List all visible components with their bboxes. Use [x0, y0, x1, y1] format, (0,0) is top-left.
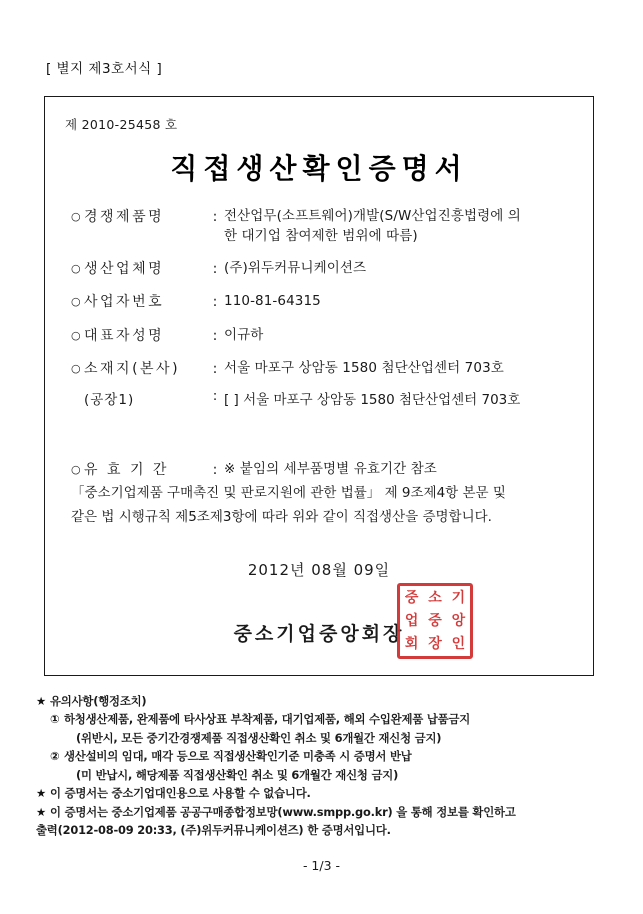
- field-row: [71, 207, 579, 246]
- legal-line-1: 「중소기업제품 구매촉진 및 판로지원에 관한 법률」 제 9조제4항 본문 및: [71, 485, 506, 501]
- field-row: [71, 359, 579, 379]
- seal-char: 업: [404, 612, 419, 629]
- field-label: 소재지(본사): [84, 361, 181, 378]
- seal-char: 기: [451, 589, 466, 606]
- bullet-icon: ○: [71, 463, 81, 477]
- issuer-name: 중소기업중앙회장: [233, 623, 405, 645]
- factory-row: [71, 388, 579, 408]
- official-seal-icon: [397, 583, 473, 659]
- field-value-line1: 전산업무(소프트웨어)개발(S/W산업진흥법령에 의: [224, 208, 521, 224]
- note-item: [36, 710, 613, 747]
- seal-char: 앙: [451, 612, 466, 629]
- field-value-line2: 한 대기업 참여제한 범위에 따름): [224, 227, 418, 244]
- field-value: 110-81-64315: [224, 293, 321, 310]
- page-number: - 1/3 -: [302, 858, 341, 873]
- spacer: [71, 424, 579, 450]
- field-label: 경쟁제품명: [84, 209, 165, 225]
- factory-value: [ ] 서울 마포구 상암동 1580 첨단산업센터 703호: [224, 392, 521, 409]
- statement-1-text: 이 증명서는 중소기업대인용으로 사용할 수 없습니다.: [50, 786, 311, 801]
- notes-heading-label: 유의사항(행정조치): [50, 694, 147, 708]
- issue-date: 2012년 08월 09일: [247, 561, 391, 579]
- seal-char: 인: [451, 636, 466, 653]
- seal-char: 중: [428, 612, 442, 629]
- note-number: ②: [50, 749, 60, 764]
- valid-period-value: ※ 붙임의 세부품명별 유효기간 참조: [224, 461, 437, 478]
- field-colon: :: [212, 361, 218, 378]
- valid-period-row: [71, 460, 579, 480]
- seal-char: 소: [428, 589, 442, 606]
- valid-period-label: 유 효 기 간: [84, 462, 169, 479]
- bullet-icon: ○: [71, 328, 81, 342]
- legal-line-2: 같은 법 시행규칙 제5조제3항에 따라 위와 같이 직접생산을 증명합니다.: [71, 508, 492, 525]
- star-icon: ★: [36, 694, 47, 708]
- seal-char: 중: [404, 589, 419, 606]
- bullet-icon: ○: [71, 210, 81, 223]
- field-row: [71, 259, 579, 279]
- star-icon: ★: [36, 804, 47, 819]
- note-subtext: (미 반납시, 해당제품 직접생산확인 취소 및 6개월간 재신청 금지): [76, 767, 399, 782]
- statement-2: [36, 803, 613, 821]
- field-row: [71, 326, 579, 346]
- seal-char: 장: [428, 636, 442, 653]
- statement-1: [36, 784, 613, 802]
- field-label: 생산업체명: [84, 261, 165, 278]
- statement-2-text: 이 증명서는 중소기업제품 공공구매종합정보망(www.smpp.go.kr) 을 통해 정보를 확인하고: [50, 804, 516, 819]
- field-label: 대표자성명: [84, 327, 165, 344]
- form-tag: [ 별지 제3호서식 ]: [46, 61, 163, 77]
- statement-2-line2: 출력(2012-08-09 20:33, (주)위두커뮤니케이션즈) 한 증명서입니다.: [36, 823, 391, 838]
- factory-label: (공장1): [84, 392, 135, 409]
- seal-char: 회: [404, 636, 419, 653]
- factory-colon: :: [212, 388, 218, 405]
- bullet-icon: ○: [71, 362, 81, 376]
- note-subtext: (위반시, 모든 중기간경쟁제품 직접생산확인 취소 및 6개월간 재신청 금지): [76, 730, 442, 745]
- notes-heading: [36, 692, 613, 710]
- note-number: ①: [50, 712, 60, 727]
- field-colon: :: [212, 209, 218, 225]
- bullet-icon: ○: [71, 295, 81, 309]
- field-row: [71, 292, 579, 312]
- field-colon: :: [212, 294, 218, 311]
- note-text: 생산설비의 임대, 매각 등으로 직접생산확인기준 미충족 시 증명서 반납: [64, 749, 412, 764]
- field-colon: :: [212, 261, 218, 278]
- note-text: 하청생산제품, 완제품에 타사상표 부착제품, 대기업제품, 해외 수입완제품 납품금지: [64, 712, 471, 727]
- field-value: (주)위두커뮤니케이션즈: [224, 260, 367, 277]
- notes-section: [36, 692, 613, 840]
- field-label: 사업자번호: [84, 294, 165, 311]
- document-number: 제 2010-25458 호: [65, 117, 178, 132]
- field-value: 서울 마포구 상암동 1580 첨단산업센터 703호: [224, 360, 504, 377]
- field-value: 이규하: [224, 326, 264, 343]
- field-colon: :: [212, 327, 218, 344]
- legal-statement: [71, 482, 573, 529]
- fields-list: [71, 207, 579, 494]
- bullet-icon: ○: [71, 262, 81, 276]
- page-title: 직접생산확인증명서: [170, 152, 468, 185]
- certificate-box: [44, 96, 594, 676]
- star-icon: ★: [36, 786, 47, 801]
- note-item: [36, 747, 613, 784]
- valid-period-colon: :: [212, 462, 218, 479]
- field-value: [224, 207, 579, 246]
